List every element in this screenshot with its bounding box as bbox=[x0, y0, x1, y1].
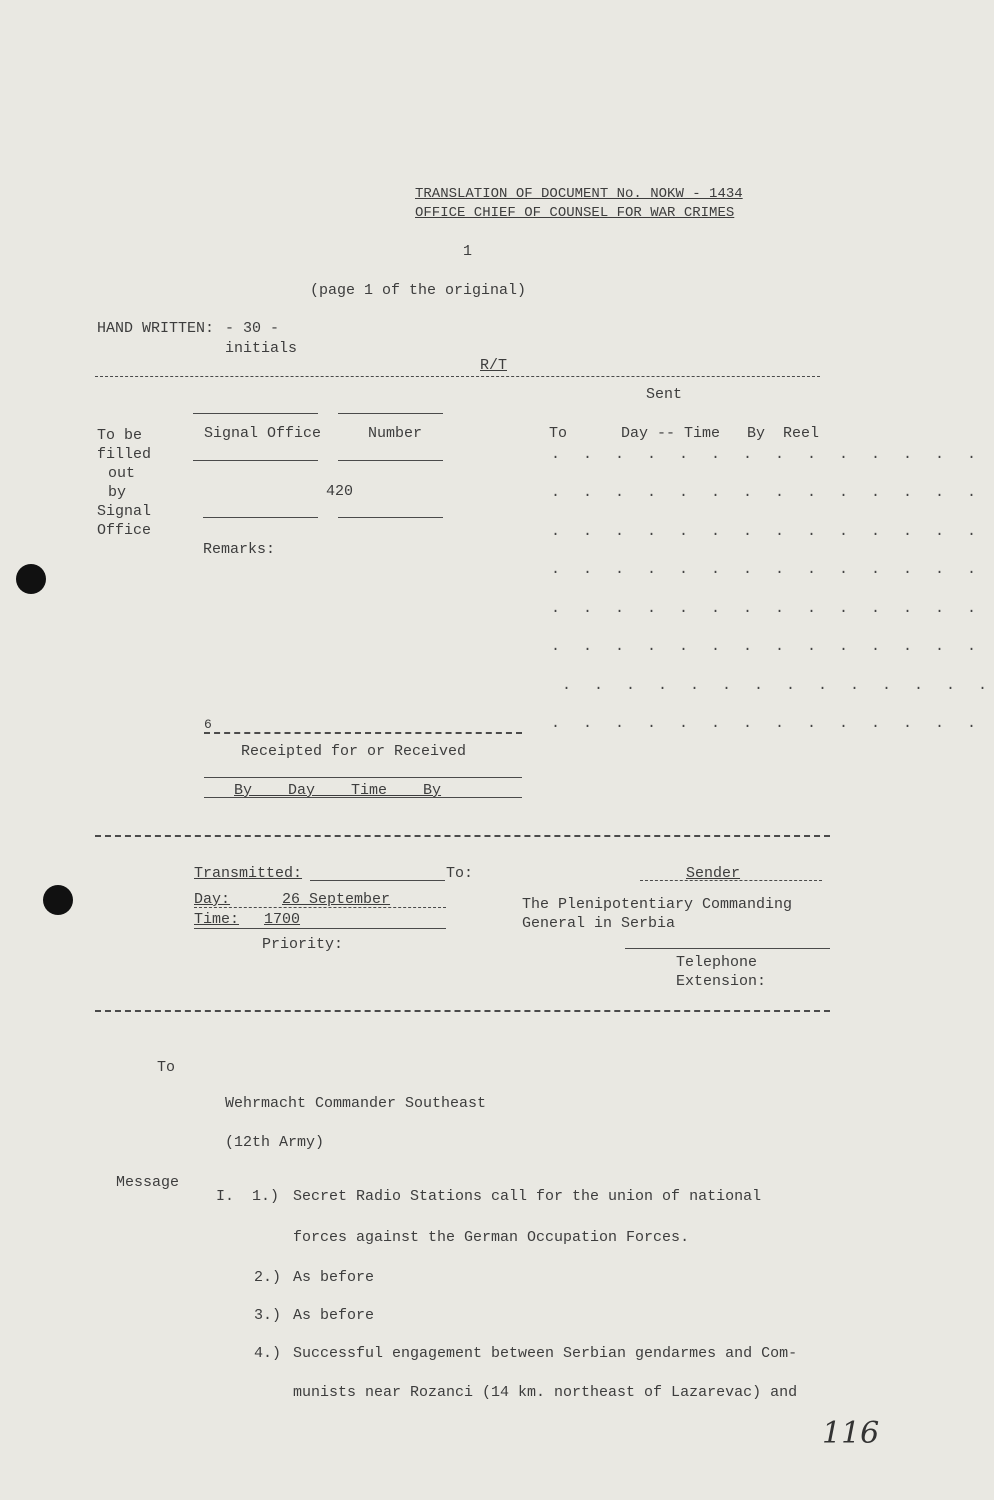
message-item-text: Successful engagement between Serbian gendarmes and Com- bbox=[293, 1345, 798, 1362]
day-value: 26 September bbox=[282, 891, 391, 908]
signal-office-bottom-rule bbox=[203, 517, 318, 518]
original-page-note: (page 1 of the original) bbox=[310, 282, 527, 299]
addressee-line-2: (12th Army) bbox=[225, 1134, 325, 1151]
addressee-line-1: Wehrmacht Commander Southeast bbox=[225, 1095, 487, 1112]
number-bottom-rule bbox=[338, 517, 443, 518]
telephone-rule bbox=[625, 948, 830, 949]
rt-rule bbox=[95, 376, 820, 377]
section-separator bbox=[95, 835, 830, 837]
sender-rule bbox=[640, 880, 822, 881]
side-label-line: To be bbox=[97, 427, 143, 444]
number-top-rule bbox=[338, 413, 443, 414]
receipt-bottom-rule bbox=[204, 797, 522, 798]
message-to-label: To bbox=[157, 1059, 176, 1076]
remarks-label: Remarks: bbox=[203, 541, 276, 558]
day-rule bbox=[194, 907, 446, 908]
number-label: Number bbox=[368, 425, 423, 442]
handwritten-value: - 30 - bbox=[225, 320, 280, 337]
message-item-number: 3.) bbox=[254, 1307, 282, 1324]
sent-heading: Sent bbox=[646, 386, 683, 403]
receipt-columns: By Day Time By bbox=[234, 782, 442, 799]
receipt-top-rule bbox=[204, 732, 522, 734]
section-separator bbox=[95, 1010, 830, 1012]
message-item-number: 4.) bbox=[254, 1345, 282, 1362]
punch-hole bbox=[16, 564, 46, 594]
side-label-line: out bbox=[108, 465, 136, 482]
office-line: OFFICE CHIEF OF COUNSEL FOR WAR CRIMES bbox=[415, 205, 735, 221]
receipt-mid-rule bbox=[204, 777, 522, 778]
transmitted-rule bbox=[310, 880, 445, 881]
folio-number: 116 bbox=[822, 1416, 880, 1451]
extension-label: Extension: bbox=[676, 973, 767, 990]
time-rule bbox=[194, 928, 446, 929]
message-item-text: Secret Radio Stations call for the union of national bbox=[293, 1188, 762, 1205]
sent-dots-row: . . . . . . . . . . . . . . bbox=[551, 446, 984, 463]
hand-mark: 6 bbox=[204, 717, 212, 732]
time-label: Time: bbox=[194, 911, 240, 928]
to-label: To: bbox=[446, 865, 474, 882]
sent-dots-row: . . . . . . . . . . . . . . bbox=[551, 561, 984, 578]
number-value: 420 bbox=[326, 483, 354, 500]
message-item-number: I. 1.) bbox=[216, 1188, 280, 1205]
sent-dots-row: . . . . . . . . . . . . . . bbox=[551, 715, 984, 732]
message-item-text: As before bbox=[293, 1269, 375, 1286]
priority-label: Priority: bbox=[262, 936, 344, 953]
sender-label: Sender bbox=[686, 865, 741, 882]
page-number: 1 bbox=[463, 243, 473, 260]
side-label-line: Office bbox=[97, 522, 152, 539]
sent-dots-row: . . . . . . . . . . . . . . bbox=[551, 600, 984, 617]
signal-office-mid-rule bbox=[193, 460, 318, 461]
signal-office-top-rule bbox=[193, 413, 318, 414]
translation-line: TRANSLATION OF DOCUMENT No. NOKW - 1434 bbox=[415, 186, 743, 202]
message-item-text: munists near Rozanci (14 km. northeast of Lazarevac) and bbox=[293, 1384, 798, 1401]
transmitted-label: Transmitted: bbox=[194, 865, 303, 882]
side-label-line: filled bbox=[97, 446, 152, 463]
time-value: 1700 bbox=[264, 911, 301, 928]
sent-dots-row: . . . . . . . . . . . . . . bbox=[551, 523, 984, 540]
punch-hole bbox=[43, 885, 73, 915]
sent-dots-row: . . . . . . . . . . . . . . bbox=[551, 638, 984, 655]
sender-line-1: The Plenipotentiary Commanding bbox=[522, 896, 793, 913]
message-item-number: 2.) bbox=[254, 1269, 282, 1286]
sent-columns: To Day -- Time By Reel bbox=[549, 425, 820, 442]
message-item-text: forces against the German Occupation Forces. bbox=[293, 1229, 690, 1246]
message-item-text: As before bbox=[293, 1307, 375, 1324]
message-label: Message bbox=[116, 1174, 180, 1191]
initials-label: initials bbox=[225, 340, 298, 357]
side-label-line: by bbox=[108, 484, 127, 501]
sent-dots-row: . . . . . . . . . . . . . . bbox=[551, 484, 984, 501]
rt-label: R/T bbox=[480, 357, 508, 374]
sent-dots-row: . . . . . . . . . . . . . . bbox=[562, 677, 994, 694]
side-label-line: Signal bbox=[97, 503, 152, 520]
receipted-label: Receipted for or Received bbox=[241, 743, 467, 760]
signal-office-label: Signal Office bbox=[204, 425, 322, 442]
sender-line-2: General in Serbia bbox=[522, 915, 676, 932]
day-label: Day: bbox=[194, 891, 231, 908]
handwritten-label: HAND WRITTEN: bbox=[97, 320, 215, 337]
number-mid-rule bbox=[338, 460, 443, 461]
telephone-label: Telephone bbox=[676, 954, 758, 971]
